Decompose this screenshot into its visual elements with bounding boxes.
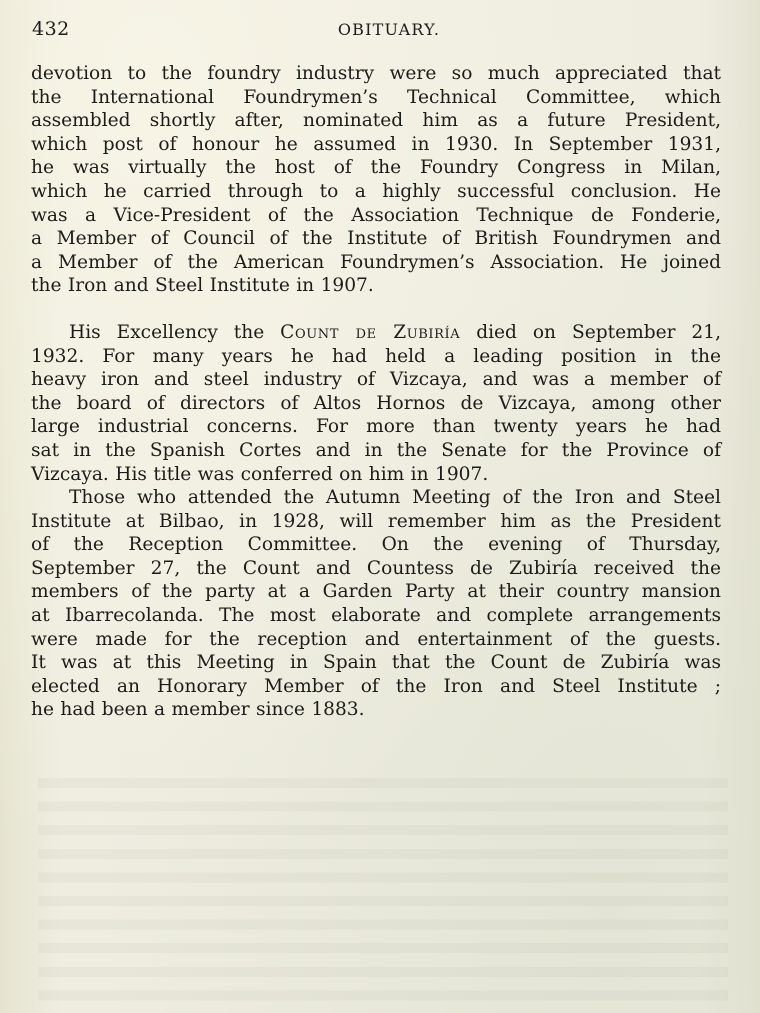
- text-line: Vizcaya. His title was conferred on him in 1907.: [31, 463, 489, 485]
- text-line: devotion to the foundry industry were so much appreciated that: [31, 63, 721, 84]
- text-line: of the Reception Committee. On the evening of Thursday,: [31, 534, 721, 556]
- text-line: the International Foundrymen’s Technical Committee, which: [31, 86, 721, 108]
- obituary-body: [31, 62, 721, 722]
- text-line: which he carried through to a highly successful conclusion. He: [31, 180, 721, 202]
- text-line: assembled shortly after, nominated him as a future President,: [31, 110, 721, 132]
- text-segment: died on September 21,: [460, 321, 721, 343]
- text-line: at Ibarrecolanda. The most elaborate and complete arrangements: [31, 605, 721, 627]
- text-line: the board of directors of Altos Hornos de Vizcaya, among other: [31, 392, 721, 414]
- text-line: which post of honour he assumed in 1930. In September 1931,: [31, 133, 721, 155]
- paragraph-bilbao-meeting: [31, 486, 721, 722]
- text-line: were made for the reception and entertainment of the guests.: [31, 628, 721, 650]
- paragraph-foundry-career: [31, 62, 721, 298]
- text-segment: His Excellency the: [69, 321, 281, 343]
- text-line: a Member of Council of the Institute of British Foundrymen and: [31, 228, 721, 250]
- reverse-side-bleed-through: [38, 770, 728, 1010]
- text-line: Those who attended the Autumn Meeting of the Iron and Steel: [69, 487, 721, 509]
- deceased-name: Count de Zubiría: [280, 321, 461, 343]
- running-title: OBITUARY.: [337, 20, 441, 39]
- text-line: large industrial concerns. For more than twenty years he had: [31, 416, 721, 438]
- text-line: 1932. For many years he had held a leading position in the: [31, 345, 721, 367]
- text-line: a Member of the American Foundrymen’s Association. He joined: [31, 251, 721, 273]
- text-line: elected an Honorary Member of the Iron and Steel Institute ;: [31, 675, 721, 697]
- running-head: [32, 18, 728, 46]
- text-line-with-name: [31, 321, 721, 345]
- text-line: September 27, the Count and Countess de Zubiría received the: [31, 557, 721, 579]
- text-line: It was at this Meeting in Spain that the Count de Zubiría was: [31, 652, 721, 674]
- text-line: he had been a member since 1883.: [31, 699, 365, 721]
- text-line: sat in the Spanish Cortes and in the Senate for the Province of: [31, 439, 721, 461]
- text-line: members of the party at a Garden Party at their country mansion: [31, 581, 721, 603]
- text-line: was a Vice-President of the Association Technique de Fonderie,: [31, 204, 721, 226]
- paragraph-count-de-zubiria: [31, 321, 721, 486]
- text-line: he was virtually the host of the Foundry Congress in Milan,: [31, 157, 721, 179]
- page-number: 432: [32, 18, 70, 40]
- text-line: the Iron and Steel Institute in 1907.: [31, 275, 374, 297]
- text-line: Institute at Bilbao, in 1928, will remember him as the President: [31, 510, 721, 532]
- text-line: heavy iron and steel industry of Vizcaya, and was a member of: [31, 369, 721, 391]
